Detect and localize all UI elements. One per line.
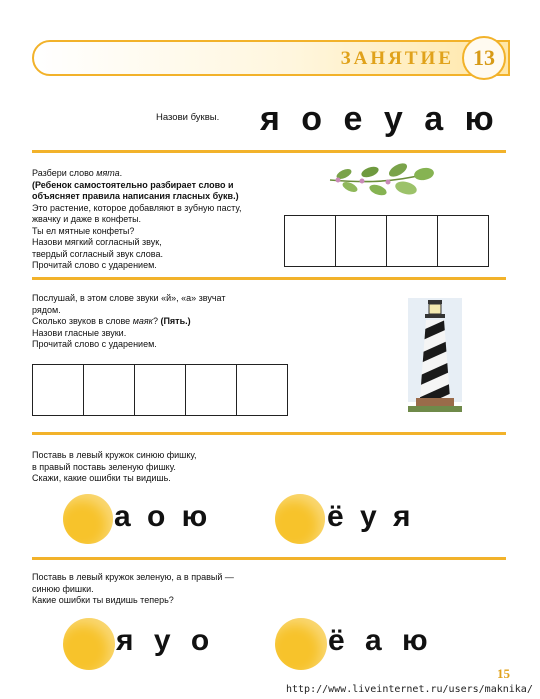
letter-box bbox=[284, 215, 336, 267]
task2-line7: Назови мягкий согласный звук, bbox=[32, 237, 162, 247]
page-number: 15 bbox=[497, 666, 510, 681]
word-boxes-mint bbox=[284, 215, 489, 267]
task3-text bbox=[32, 293, 282, 351]
task1-prompt: Назови буквы. bbox=[156, 112, 220, 123]
task4-line3: Скажи, какие ошибки ты видишь. bbox=[32, 473, 171, 483]
task5-left-letters: я у о bbox=[116, 624, 216, 657]
letter-box bbox=[335, 215, 387, 267]
letter-box bbox=[437, 215, 489, 267]
task3-line1: Послушай, в этом слове звуки «й», «а» звучат bbox=[32, 293, 226, 303]
divider-1 bbox=[32, 150, 506, 153]
task2-line6: Ты ел мятные конфеты? bbox=[32, 225, 135, 236]
task1-letters: я о е у а ю bbox=[260, 100, 500, 138]
right-chip-circle[interactable] bbox=[275, 494, 325, 544]
word-boxes-lighthouse bbox=[32, 364, 288, 416]
divider-3 bbox=[32, 432, 506, 435]
task4-text bbox=[32, 450, 292, 485]
task5-line1: Поставь в левый кружок зеленую, а в правый — bbox=[32, 572, 234, 582]
task5-line3: Какие ошибки ты видишь теперь? bbox=[32, 595, 174, 605]
task2-line8: твердый согласный звук слова. bbox=[32, 248, 163, 259]
task2-line3: объясняет правила написания гласных букв.) bbox=[32, 191, 239, 201]
task3-line2: рядом. bbox=[32, 304, 61, 315]
letter-box bbox=[386, 215, 438, 267]
task2-line9: Прочитай слово с ударением. bbox=[32, 260, 157, 270]
left-chip-circle-2[interactable] bbox=[63, 618, 115, 670]
mint-sprig-icon bbox=[326, 160, 436, 202]
letter-box bbox=[185, 364, 237, 416]
task4-line2: в правый поставь зеленую фишку. bbox=[32, 461, 176, 472]
left-chip-circle[interactable] bbox=[63, 494, 113, 544]
task2-line2: (Ребенок самостоятельно разбирает слово и bbox=[32, 179, 234, 190]
divider-2 bbox=[32, 277, 506, 280]
divider-4 bbox=[32, 557, 506, 560]
task4-right-letters: ё у я bbox=[327, 500, 415, 533]
task4-line1: Поставь в левый кружок синюю фишку, bbox=[32, 450, 197, 460]
task3-line5: Прочитай слово с ударением. bbox=[32, 339, 157, 349]
letter-box bbox=[134, 364, 186, 416]
task2-line1: Разбери слово мята. bbox=[32, 168, 123, 178]
task2-line4: Это растение, которое добавляют в зубную пасту, bbox=[32, 202, 242, 213]
right-chip-circle-2[interactable] bbox=[275, 618, 327, 670]
source-url[interactable]: http://www.liveinternet.ru/users/maknika/ bbox=[286, 684, 533, 695]
lighthouse-icon bbox=[404, 294, 466, 416]
letter-box bbox=[32, 364, 84, 416]
lesson-title: ЗАНЯТИЕ bbox=[340, 48, 454, 69]
letter-box bbox=[236, 364, 288, 416]
task2-text bbox=[32, 168, 282, 272]
task5-text bbox=[32, 572, 292, 607]
task2-line5: жвачку и даже в конфеты. bbox=[32, 214, 142, 224]
letter-box bbox=[83, 364, 135, 416]
task5-line2: синюю фишки. bbox=[32, 583, 94, 594]
lesson-number-badge: 13 bbox=[462, 36, 506, 80]
task3-line3: Сколько звуков в слове маяк? (Пять.) bbox=[32, 316, 191, 326]
task4-left-letters: а о ю bbox=[114, 500, 212, 533]
task3-line4: Назови гласные звуки. bbox=[32, 327, 127, 338]
task5-right-letters: ё а ю bbox=[328, 624, 434, 657]
